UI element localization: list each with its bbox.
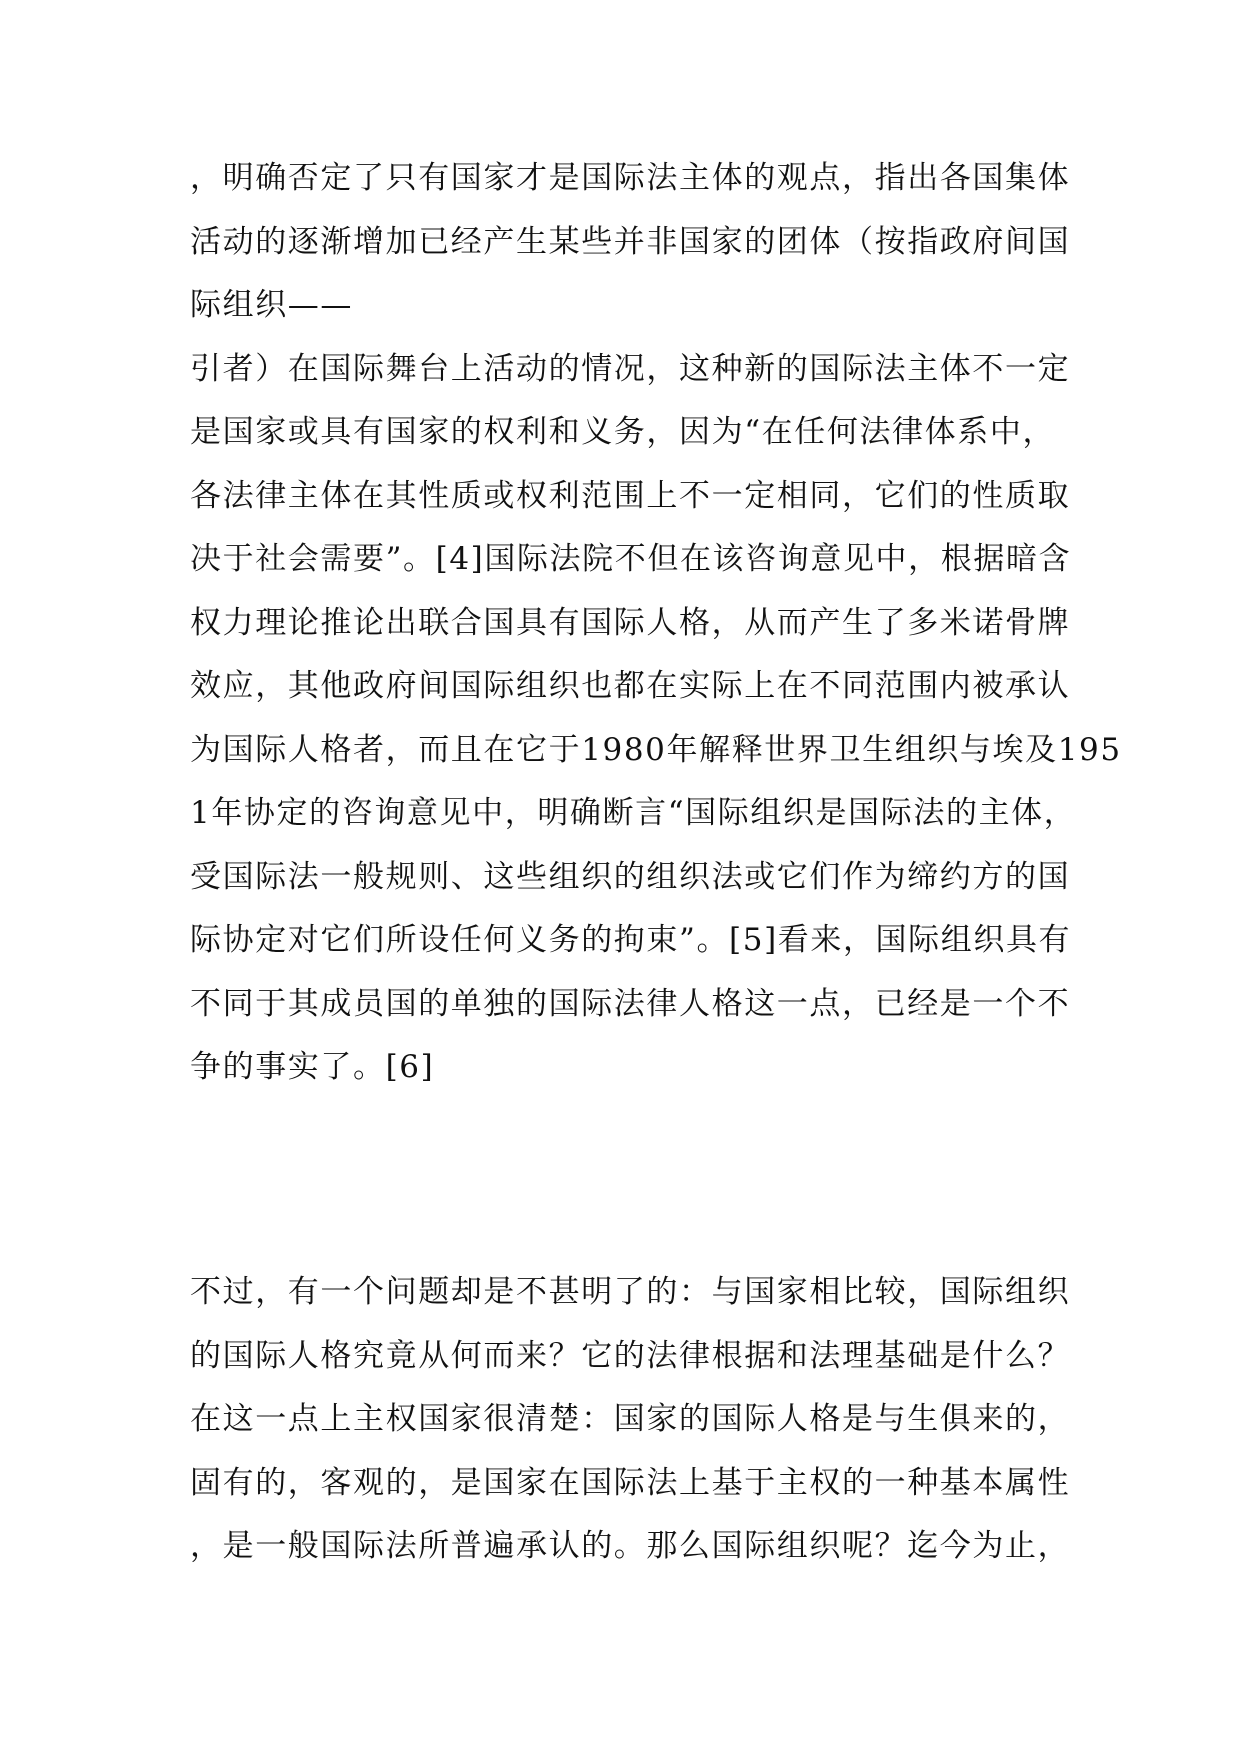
paragraph-line: 效应，其他政府间国际组织也都在实际上在不同范围内被承认 — [190, 668, 1071, 704]
paragraph-line: ，是一般国际法所普遍承认的。那么国际组织呢？迄今为止， — [190, 1528, 1071, 1564]
paragraph-line: 际协定对它们所设任何义务的拘束”。[5]看来，国际组织具有 — [190, 922, 1072, 958]
paragraph-2 — [190, 1272, 1070, 1590]
paragraph-line: 的国际人格究竟从何而来？它的法律根据和法理基础是什么？ — [190, 1337, 1071, 1374]
paragraph-line: 是国家或具有国家的权利和义务，因为“在任何法律体系中， — [190, 414, 1056, 450]
paragraph-line: 争的事实了。[6] — [190, 1049, 435, 1085]
paragraph-1 — [190, 158, 1122, 1111]
paragraph-line: 受国际法一般规则、这些组织的组织法或它们作为缔约方的国 — [190, 858, 1071, 895]
paragraph-line: 不过，有一个问题却是不甚明了的：与国家相比较，国际组织 — [190, 1274, 1071, 1310]
paragraph-line: ，明确否定了只有国家才是国际法主体的观点，指出各国集体 — [190, 160, 1071, 196]
paragraph-line: 1年协定的咨询意见中，明确断言“国际组织是国际法的主体， — [190, 795, 1077, 831]
paragraph-line: 固有的，客观的，是国家在国际法上基于主权的一种基本属性 — [190, 1464, 1071, 1501]
paragraph-line: 际组织—— — [190, 287, 353, 323]
paragraph-line: 引者）在国际舞台上活动的情况，这种新的国际法主体不一定 — [190, 350, 1071, 387]
paragraph-line: 在这一点上主权国家很清楚：国家的国际人格是与生俱来的， — [190, 1401, 1071, 1437]
paragraph-line: 决于社会需要”。[4]国际法院不但在该咨询意见中，根据暗含 — [190, 541, 1072, 577]
paragraph-line: 活动的逐渐增加已经产生某些并非国家的团体（按指政府间国 — [190, 223, 1071, 260]
paragraph-line: 各法律主体在其性质或权利范围上不一定相同，它们的性质取 — [190, 477, 1071, 514]
paragraph-line: 不同于其成员国的单独的国际法律人格这一点，已经是一个不 — [190, 985, 1071, 1022]
paragraph-line: 为国际人格者，而且在它于1980年解释世界卫生组织与埃及195 — [190, 731, 1122, 768]
paragraph-line: 权力理论推论出联合国具有国际人格，从而产生了多米诺骨牌 — [190, 604, 1071, 641]
